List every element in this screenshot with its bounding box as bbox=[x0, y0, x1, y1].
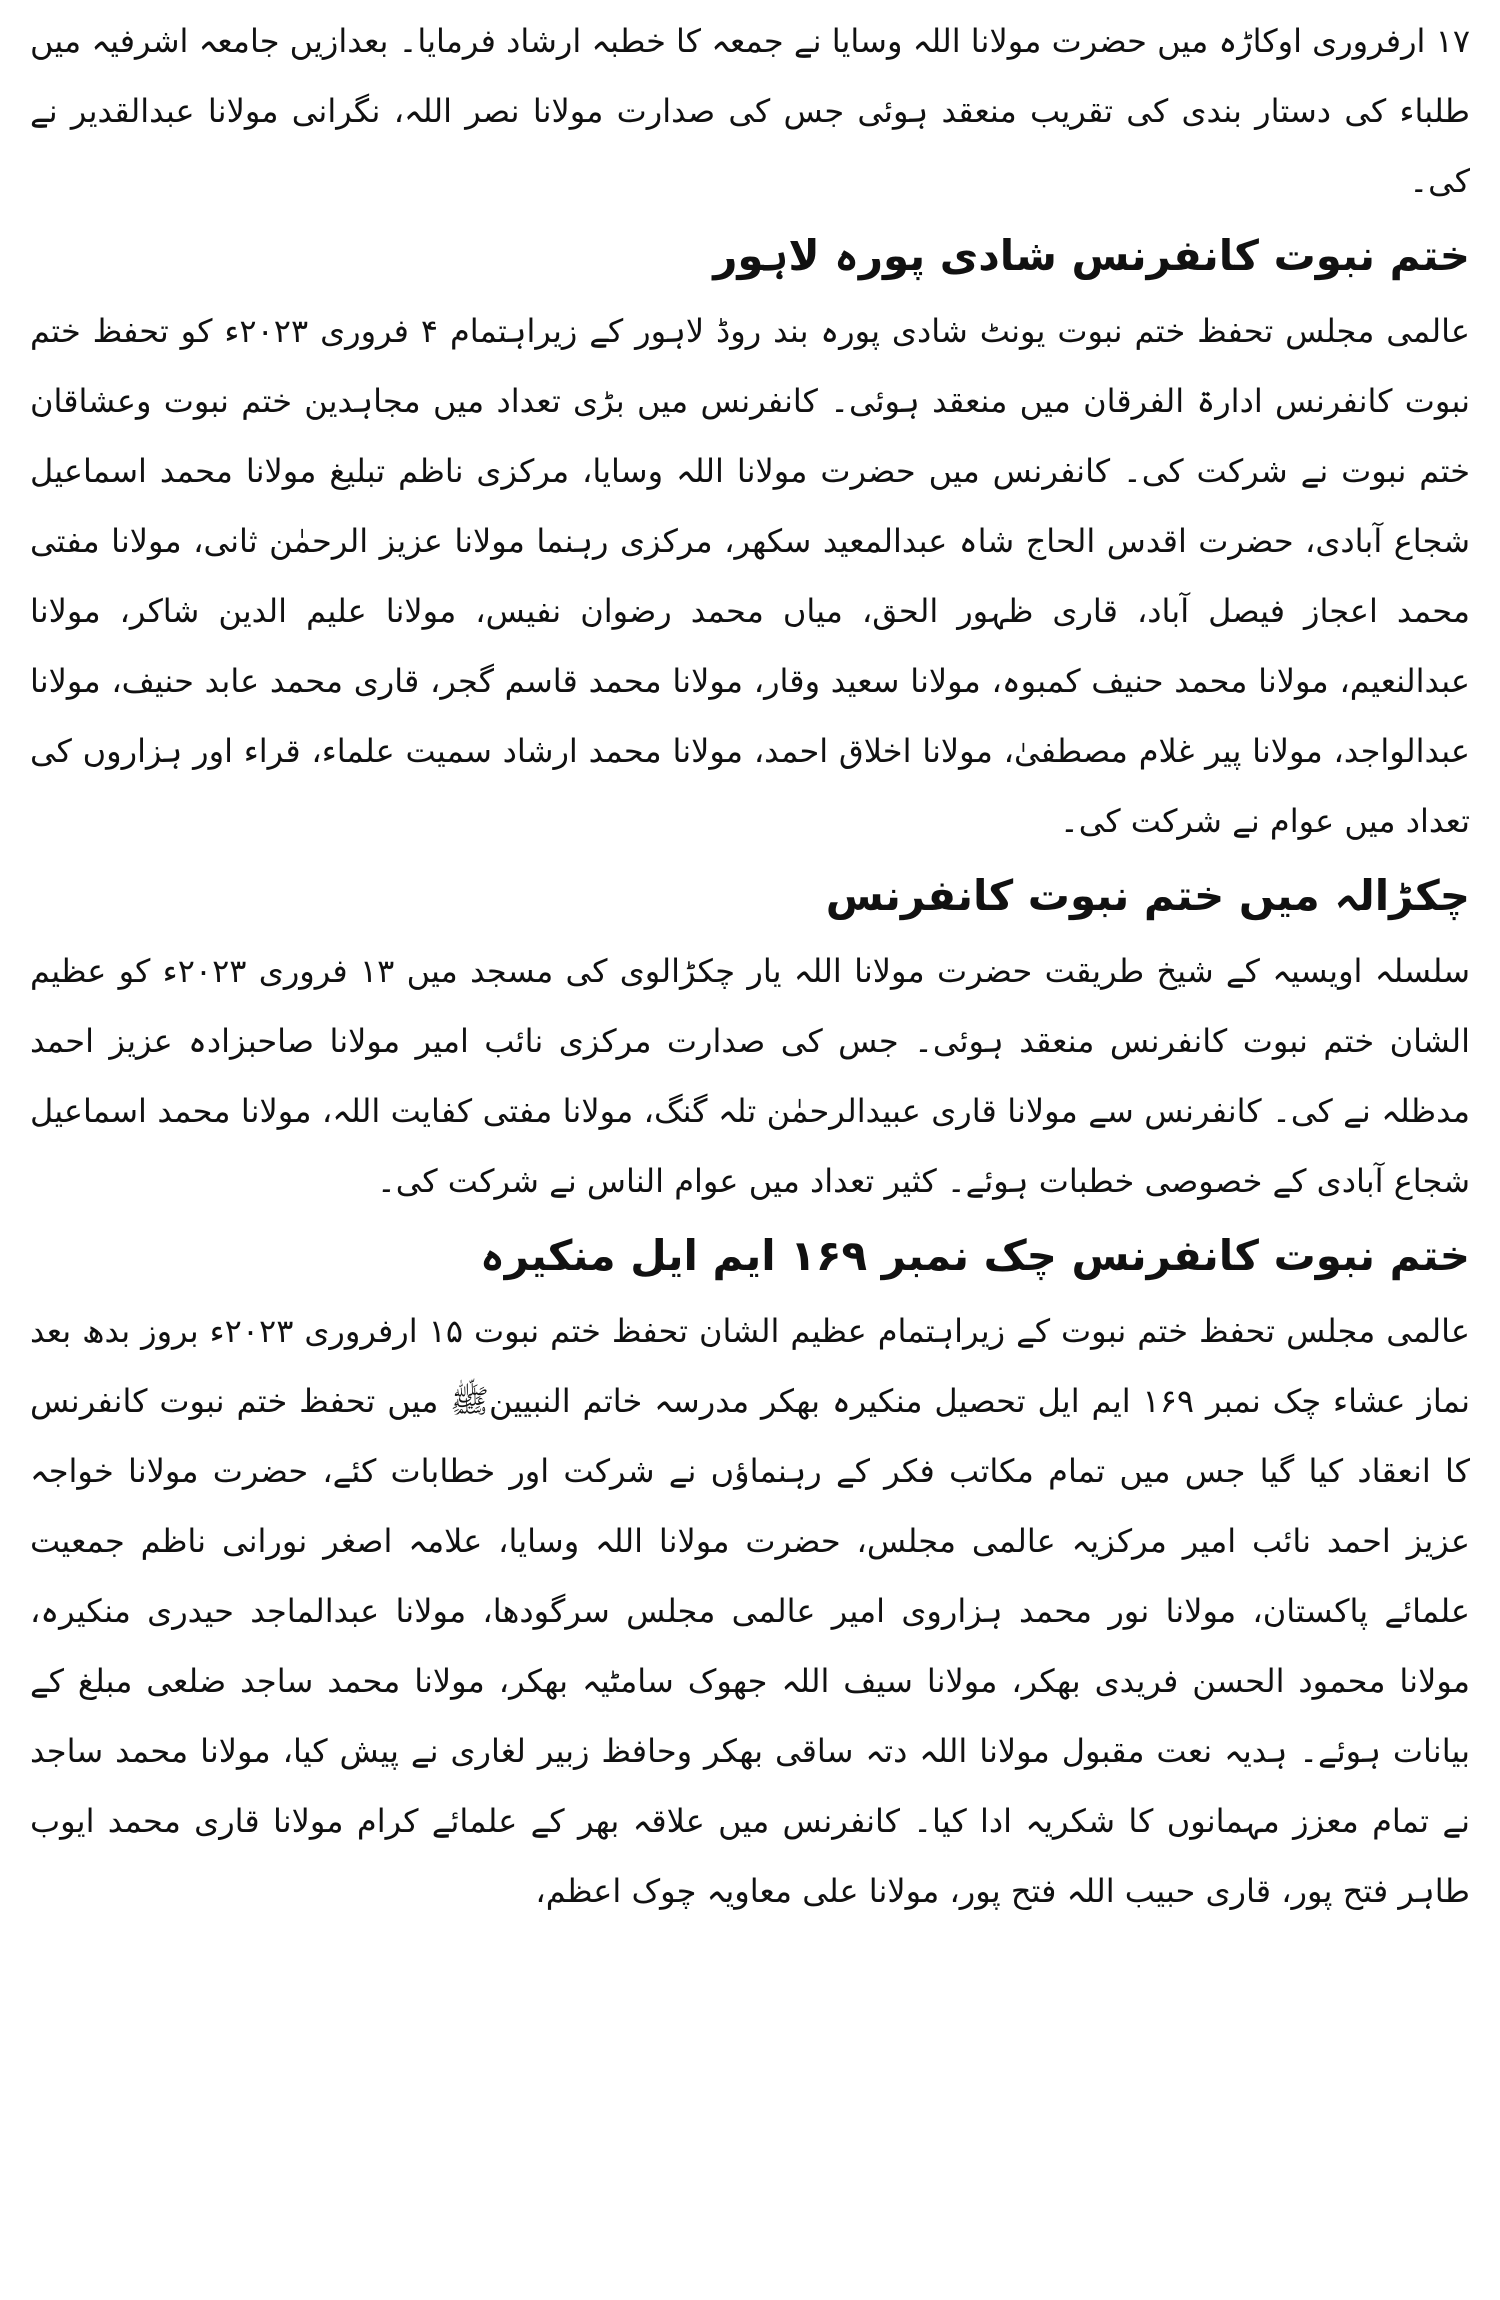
section-paragraph: سلسلہ اویسیہ کے شیخ طریقت حضرت مولانا اللہ یار چکڑالوی کی مسجد میں ۱۳ فروری ۲۰۲۳ء کو عظیم الشان ختم نبوت کانفرنس منعقد ہوئی۔ جس کی صدارت مرکزی نائب امیر مولانا صاحبزادہ عزیز احمد مدظلہ نے کی۔ کانفرنس سے مولانا قاری عبیدالرحمٰن تلہ گنگ، مولانا مفتی کفایت اللہ، مولانا محمد اسماعیل شجاع آبادی کے خصوصی خطبات ہوئے۔ کثیر تعداد میں عوام الناس نے شرکت کی۔ bbox=[30, 952, 1471, 1200]
section-chak-169-ml-mankera bbox=[30, 1216, 1470, 1926]
section-shadipura-lahore bbox=[30, 216, 1470, 856]
intro-paragraph: ۱۷ ارفروری اوکاڑہ میں حضرت مولانا اللہ وسایا نے جمعہ کا خطبہ ارشاد فرمایا۔ بعدازیں جامعہ اشرفیہ میں طلباء کی دستار بندی کی تقریب منعقد ہوئی جس کی صدارت مولانا نصر اللہ، نگرانی مولانا عبدالقدیر نے کی۔ bbox=[30, 22, 1471, 200]
section-heading: ختم نبوت کانفرنس شادی پورہ لاہور bbox=[713, 231, 1470, 280]
section-paragraph: عالمی مجلس تحفظ ختم نبوت کے زیراہتمام عظیم الشان تحفظ ختم نبوت ۱۵ ارفروری ۲۰۲۳ء بروز بدھ بعد نماز عشاء چک نمبر ۱۶۹ ایم ایل تحصیل منکیرہ بھکر مدرسہ خاتم النبیینﷺ میں تحفظ ختم نبوت کانفرنس کا انعقاد کیا گیا جس میں تمام مکاتب فکر کے رہنماؤں نے شرکت اور خطابات کئے، حضرت مولانا خواجہ عزیز احمد نائب امیر مرکزیہ عالمی مجلس، حضرت مولانا اللہ وسایا، علامہ اصغر نورانی ناظم جمعیت علمائے پاکستان، مولانا نور محمد ہزاروی امیر عالمی مجلس سرگودھا، مولانا عبدالماجد حیدری منکیرہ، مولانا محمود الحسن فریدی بھکر، مولانا سیف اللہ جھوک سامٹیہ بھکر، مولانا محمد ساجد ضلعی مبلغ کے بیانات ہوئے۔ ہدیہ نعت مقبول مولانا اللہ دتہ ساقی بھکر وحافظ زبیر لغاری نے پیش کیا، مولانا محمد ساجد نے تمام معزز مہمانوں کا شکریہ ادا کیا۔ کانفرنس میں علاقہ بھر کے علمائے کرام مولانا قاری محمد ایوب طاہر فتح پور، قاری حبیب اللہ فتح پور، مولانا علی معاویہ چوک اعظم، bbox=[30, 1312, 1471, 1910]
section-chakrala bbox=[30, 856, 1470, 1216]
section-paragraph: عالمی مجلس تحفظ ختم نبوت یونٹ شادی پورہ بند روڈ لاہور کے زیراہتمام ۴ فروری ۲۰۲۳ء کو تحفظ ختم نبوت کانفرنس ادارۃ الفرقان میں منعقد ہوئی۔ کانفرنس میں بڑی تعداد میں مجاہدین ختم نبوت وعشاقان ختم نبوت نے شرکت کی۔ کانفرنس میں حضرت مولانا اللہ وسایا، مرکزی ناظم تبلیغ مولانا محمد اسماعیل شجاع آبادی، حضرت اقدس الحاج شاہ عبدالمعید سکھر، مرکزی رہنما مولانا عزیز الرحمٰن ثانی، مولانا مفتی محمد اعجاز فیصل آباد، قاری ظہور الحق، میاں محمد رضوان نفیس، مولانا علیم الدین شاکر، مولانا عبدالنعیم، مولانا محمد حنیف کمبوہ، مولانا سعید وقار، مولانا محمد قاسم گجر، قاری محمد عابد حنیف، مولانا عبدالواجد، مولانا پیر غلام مصطفیٰ، مولانا اخلاق احمد، مولانا محمد ارشاد سمیت علماء، قراء اور ہزاروں کی تعداد میں عوام نے شرکت کی۔ bbox=[30, 312, 1471, 840]
section-heading: چکڑالہ میں ختم نبوت کانفرنس bbox=[825, 871, 1470, 920]
section-heading: ختم نبوت کانفرنس چک نمبر ۱۶۹ ایم ایل منکیرہ bbox=[480, 1231, 1470, 1280]
